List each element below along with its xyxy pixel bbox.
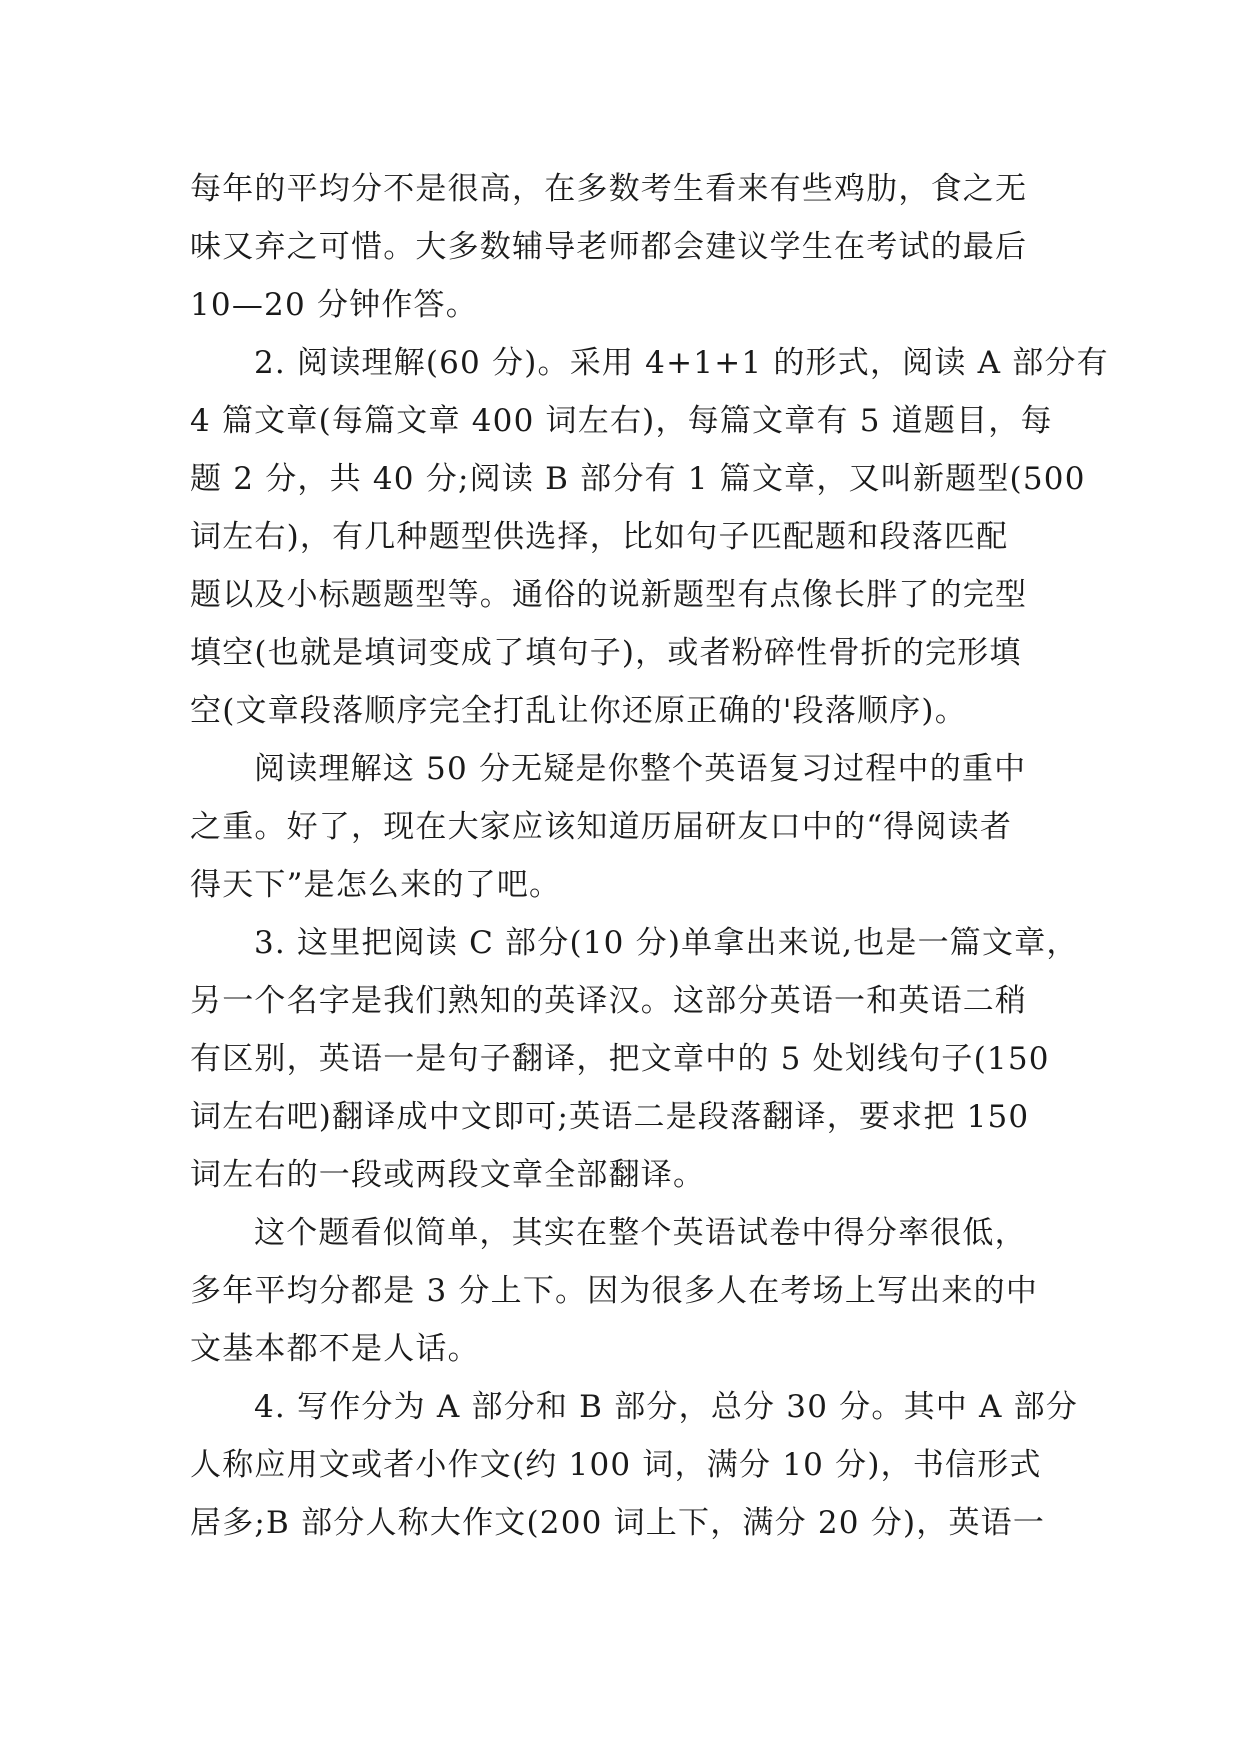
text-line: 多年平均分都是 3 分上下。因为很多人在考场上写出来的中 [190, 1273, 1039, 1309]
text-line: 居多;B 部分人称大作文(200 词上下，满分 20 分)，英语一 [190, 1505, 1046, 1541]
paragraph-1 [190, 160, 1050, 334]
paragraph-5 [190, 1204, 1050, 1378]
text-line: 4 篇文章(每篇文章 400 词左右)，每篇文章有 5 道题目，每 [190, 403, 1053, 439]
text-line: 词左右的一段或两段文章全部翻译。 [190, 1157, 706, 1193]
document-body [190, 160, 1109, 1552]
text-line: 题 2 分，共 40 分;阅读 B 部分有 1 篇文章，又叫新题型(500 [190, 461, 1086, 497]
text-line: 4. 写作分为 A 部分和 B 部分，总分 30 分。其中 A 部分 [254, 1389, 1079, 1425]
text-line: 得天下”是怎么来的了吧。 [190, 867, 562, 903]
text-line: 2. 阅读理解(60 分)。采用 4+1+1 的形式，阅读 A 部分有 [254, 345, 1109, 381]
text-line: 空(文章段落顺序完全打乱让你还原正确的'段落顺序)。 [190, 693, 967, 729]
paragraph-4 [190, 914, 1079, 1204]
paragraph-6 [190, 1378, 1079, 1552]
text-line: 味又弃之可惜。大多数辅导老师都会建议学生在考试的最后 [190, 229, 1028, 265]
text-line: 有区别，英语一是句子翻译，把文章中的 5 处划线句子(150 [190, 1041, 1050, 1077]
text-line: 题以及小标题题型等。通俗的说新题型有点像长胖了的完型 [190, 577, 1028, 613]
text-line: 每年的平均分不是很高，在多数考生看来有些鸡肋，食之无 [190, 171, 1028, 207]
text-line: 填空(也就是填词变成了填句子)，或者粉碎性骨折的完形填 [190, 635, 1022, 671]
text-line: 这个题看似简单，其实在整个英语试卷中得分率很低， [254, 1215, 1027, 1251]
text-line: 人称应用文或者小作文(约 100 词，满分 10 分)，书信形式 [190, 1447, 1042, 1483]
text-line: 阅读理解这 50 分无疑是你整个英语复习过程中的重中 [254, 751, 1027, 787]
text-line: 词左右吧)翻译成中文即可;英语二是段落翻译，要求把 150 [190, 1099, 1030, 1135]
paragraph-3 [190, 740, 1050, 914]
text-line: 词左右)，有几种题型供选择，比如句子匹配题和段落匹配 [190, 519, 1009, 555]
text-line: 文基本都不是人话。 [190, 1331, 480, 1367]
paragraph-2 [190, 334, 1109, 740]
text-line: 10—20 分钟作答。 [190, 287, 478, 323]
text-line: 之重。好了，现在大家应该知道历届研友口中的“得阅读者 [190, 809, 1013, 845]
text-line: 3. 这里把阅读 C 部分(10 分)单拿出来说,也是一篇文章， [254, 925, 1079, 961]
text-line: 另一个名字是我们熟知的英译汉。这部分英语一和英语二稍 [190, 983, 1028, 1019]
